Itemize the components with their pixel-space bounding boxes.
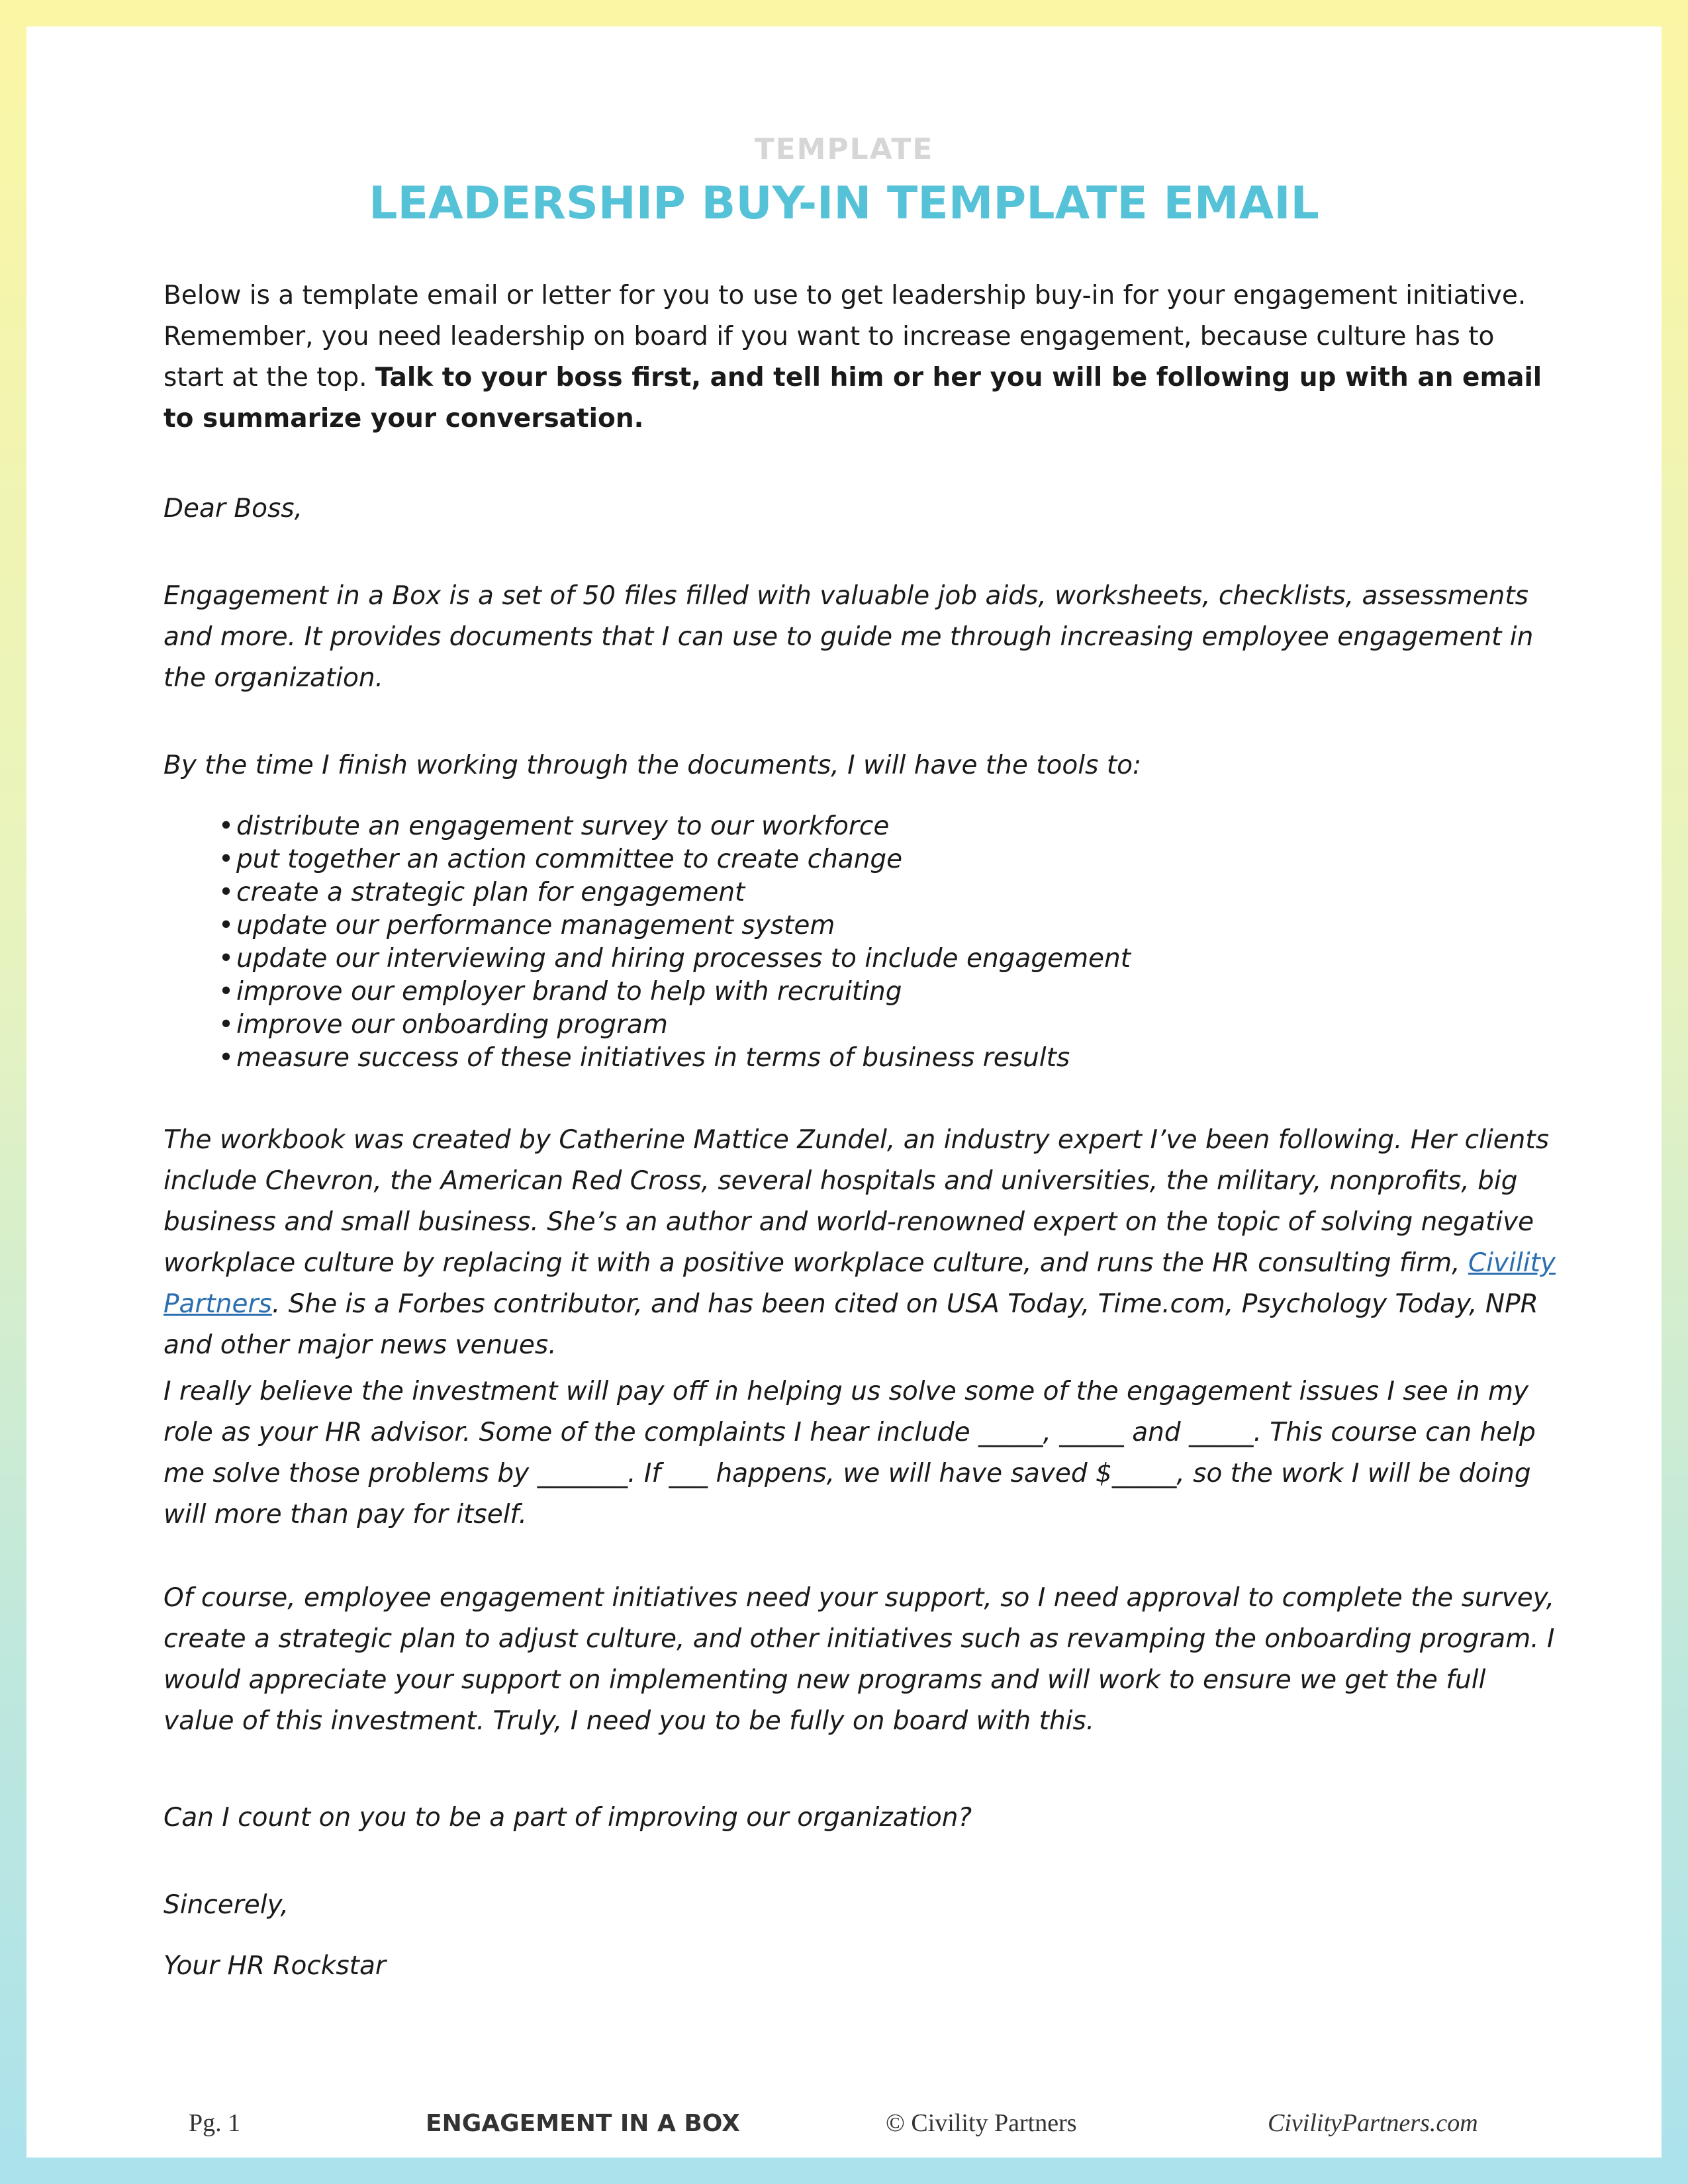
bullet: • [218, 1043, 234, 1073]
closing: Sincerely, [164, 1890, 289, 1920]
letter-paragraph-6: Can I count on you to be a part of improving our organization? [164, 1803, 972, 1833]
list-item-text: improve our employer brand to help with recruiting [236, 977, 902, 1007]
list-item [164, 942, 1554, 976]
footer-product-name: ENGAGEMENT IN A BOX [426, 2110, 740, 2137]
author-bio-text: The workbook was created by Catherine Mattice Zundel, an industry expert I’ve been following. Her clients include Chevron, the American Red Cross, several hospitals and universities, the military, nonprofits, big business and small business. She’s an author and world-renowned expert on the topic of solving negative workplace culture by replacing it with a positive workplace culture, and runs the HR consulting firm, [164, 1125, 1550, 1278]
list-item [164, 1009, 1554, 1042]
list-item [164, 1042, 1554, 1075]
author-bio-text-end: . She is a Forbes contributor, and has been cited on USA Today, Time.com, Psychology Today, NPR and other major news venues. [164, 1289, 1538, 1360]
list-item [164, 976, 1554, 1009]
intro-bold-text: Talk to your boss first, and tell him or her you will be following up with an email to summarize your conversation. [164, 363, 1542, 433]
bullet: • [218, 977, 234, 1007]
salutation: Dear Boss, [164, 494, 303, 523]
letter-paragraph-5: Of course, employee engagement initiatives need your support, so I need approval to complete the survey, create a strategic plan to adjust culture, and other initiatives such as revamping the onboarding program. I would appreciate your support on implementing new programs and will work to ensure we get the full value of this investment. Truly, I need you to be fully on board with this. [164, 1583, 1555, 1736]
letter-paragraph-4: I really believe the investment will pay off in helping us solve some of the engagement issues I see in my role as your HR advisor. Some of the complaints I hear include _____, _____ and _____. This course can help me solve those problems by _______. If ___ happens, we will have saved $_____, so the work I will be doing will more than pay for itself. [164, 1377, 1536, 1529]
list-item-text: update our performance management system [236, 911, 835, 940]
bullet: • [218, 811, 234, 841]
document-page [26, 26, 1662, 2158]
letter-paragraph-2: By the time I finish working through the documents, I will have the tools to: [164, 751, 1142, 780]
tools-list [164, 810, 1554, 1075]
page-title: LEADERSHIP BUY-IN TEMPLATE EMAIL [369, 177, 1319, 230]
list-item-text: create a strategic plan for engagement [236, 878, 745, 907]
list-item [164, 876, 1554, 909]
list-item-text: measure success of these initiatives in terms of business results [236, 1043, 1070, 1073]
list-item [164, 909, 1554, 942]
list-item [164, 810, 1554, 843]
signature: Your HR Rockstar [164, 1951, 386, 1981]
intro-paragraph [164, 275, 1560, 439]
intro-text: Below is a template email or letter for you to use to get leadership buy-in for your engagement initiative. Remember, you need leadership on board if you want to increase engagement, because culture has to start at the top. [164, 281, 1526, 392]
list-item-text: update our interviewing and hiring processes to include engagement [236, 944, 1131, 974]
bullet: • [218, 1010, 234, 1040]
letter-paragraph-1: Engagement in a Box is a set of 50 files filled with valuable job aids, worksheets, checklists, assessments and more. It provides documents that I can use to guide me through increasing employee engagement in the organization. [164, 581, 1534, 693]
list-item-text: improve our onboarding program [236, 1010, 668, 1040]
list-item [164, 843, 1554, 876]
bullet: • [218, 844, 234, 874]
civility-partners-link[interactable]: Civility Partners [164, 1248, 1556, 1319]
list-item-text: put together an action committee to create change [236, 844, 903, 874]
bullet: • [218, 911, 234, 940]
footer-website[interactable]: CivilityPartners.com [1268, 2109, 1478, 2137]
footer-copyright: © Civility Partners [886, 2109, 1077, 2137]
list-item-text: distribute an engagement survey to our workforce [236, 811, 890, 841]
bullet: • [218, 944, 234, 974]
letter-paragraph-3 [164, 1120, 1560, 1366]
page-number: Pg. 1 [189, 2109, 241, 2137]
bullet: • [218, 878, 234, 907]
template-label: TEMPLATE [754, 132, 934, 166]
